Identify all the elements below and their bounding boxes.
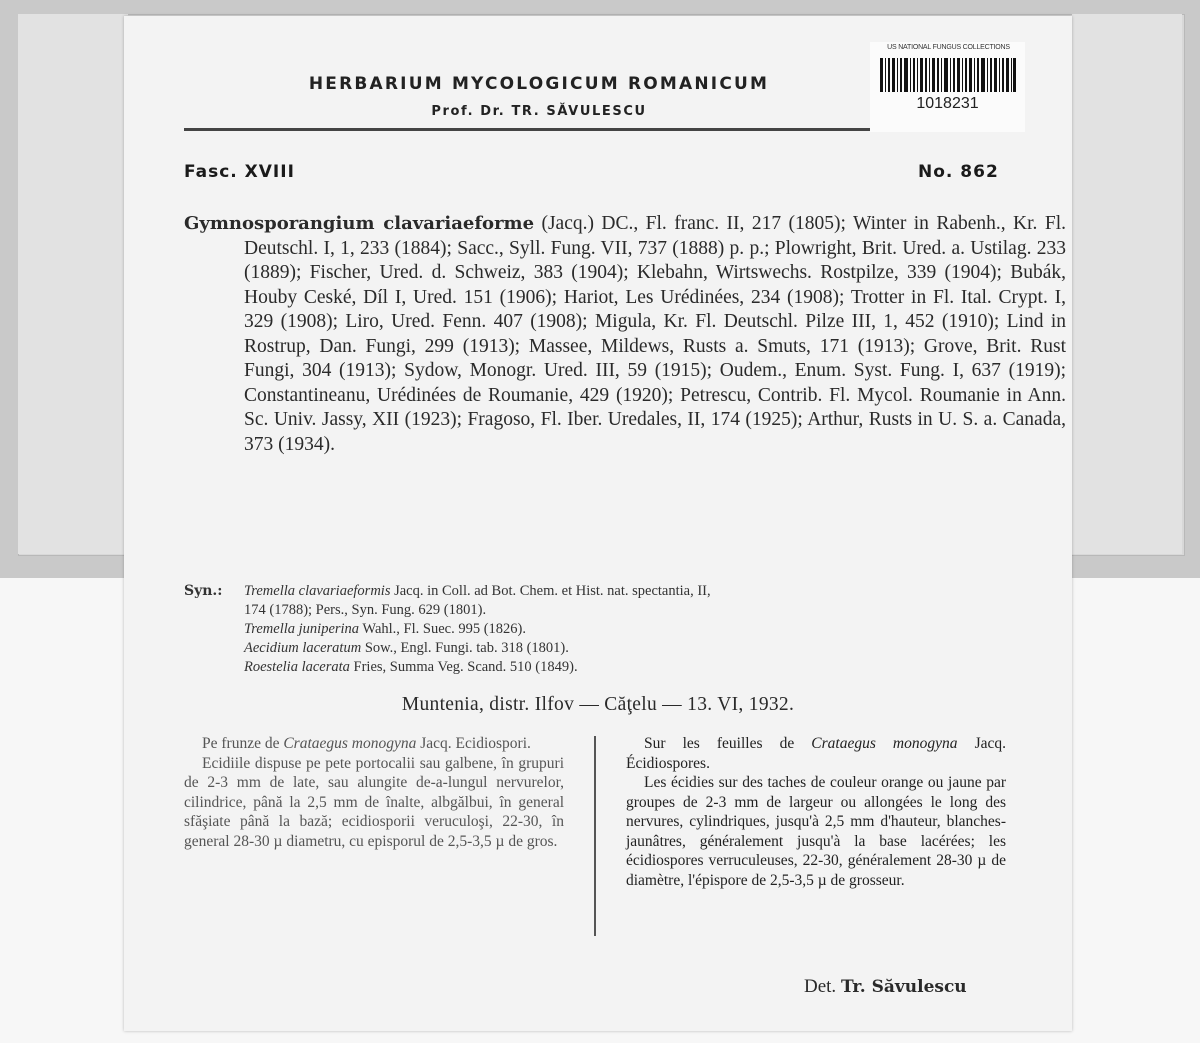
- barcode-icon: [880, 58, 1016, 92]
- species-name: Gymnosporangium clavariaeforme: [184, 213, 535, 234]
- barcode-institution: US NATIONAL FUNGUS COLLECTIONS: [887, 44, 1010, 51]
- herbarium-title: HERBARIUM MYCOLOGICUM ROMANICUM: [308, 74, 770, 94]
- envelope-flap-left: [18, 14, 128, 554]
- fascicle-number: Fasc. XVIII: [184, 162, 295, 182]
- french-host: Sur les feuilles de Crataegus monogyna Jacq. Écidiospores.: [626, 735, 1006, 772]
- synonyms-list: [244, 582, 1006, 677]
- french-body: Les écidies sur des taches de couleur orange ou jaune par groupes de 2-3 mm de largeur ou allongées le long des nervures, cylindriques, jusqu'à 2,5 mm d'hauteur, blanches-jaunâtres, généralement jusqu'à la base lacérées; les écidiospores verruculeuses, 22-30, généralement 28-30 µ de diamètre, l'épispore de 2,5-3,5 µ de grosseur.: [626, 774, 1006, 889]
- barcode-sticker: [870, 42, 1025, 132]
- determiner: Det. Tr. Săvulescu: [804, 976, 967, 997]
- species-citation: (Jacq.) DC., Fl. franc. II, 217 (1805); Winter in Rabenh., Kr. Fl. Deutschl. I, 1, 233 (1884); Sacc., Syll. Fung. VII, 737 (1888) p. p.; Plowright, Brit. Ured. a. Ustilag. 233 (1889); Fischer, Ured. d. Schweiz, 383 (1904); Klebahn, Wirtswechs. Rostpilze, 339 (1904); Bubák, Houby Ceské, Díl I, Ured. 151 (1906); Hariot, Les Urédinées, 234 (1908); Trotter in Fl. Ital. Crypt. I, 329 (1908); Liro, Ured. Fenn. 407 (1908); Migula, Kr. Fl. Deutschl. Pilze III, 1, 452 (1910); Lind in Rostrup, Dan. Fungi, 299 (1913); Massee, Mildews, Rusts a. Smuts, 171 (1913); Grove, Brit. Rust Fungi, 304 (1913); Sydow, Monogr. Ured. III, 59 (1915); Oudem., Enum. Syst. Fung. I, 637 (1919); Constantineanu, Urédinées de Roumanie, 429 (1920); Petrescu, Contrib. Fl. Mycol. Roumanie in Ann. Sc. Univ. Jassy, XII (1923); Fragoso, Fl. Iber. Uredales, II, 174 (1925); Arthur, Rusts in U. S. a. Canada, 373 (1934).: [244, 213, 1066, 455]
- collection-locality: Muntenia, distr. Ilfov — Căţelu — 13. VI, 1932.: [401, 694, 795, 715]
- synonym-line: Roestelia lacerata Fries, Summa Veg. Scand. 510 (1849).: [244, 659, 578, 675]
- romanian-host: Pe frunze de Crataegus monogyna Jacq. Ecidiospori.: [202, 735, 531, 752]
- synonym-line: Tremella clavariaeformis Jacq. in Coll. ad Bot. Chem. et Hist. nat. spectantia, II,: [244, 583, 711, 599]
- french-description: [626, 734, 1006, 890]
- romanian-body: Ecidiile dispuse pe pete portocalii sau galbene, în grupuri de 2-3 mm de late, sau alungite de-a-lungul nervurelor, cilindrice, până la 2,5 mm de înalte, albgălbui, în general sfăşiate până la bază; ecidiosporii veruculoşi, 22-30, în general 28-30 µ diametru, cu episporul de 2,5-3,5 µ de gros.: [184, 754, 564, 850]
- herbarium-label: [124, 16, 1072, 1031]
- envelope-flap-right: [1072, 14, 1182, 554]
- species-citation-block: [184, 212, 1066, 457]
- synonym-line: Aecidium laceratum Sow., Engl. Fungi. tab. 318 (1801).: [244, 640, 569, 656]
- column-divider: [594, 736, 596, 936]
- synonym-line: Tremella juniperina Wahl., Fl. Suec. 995 (1826).: [244, 621, 526, 637]
- romanian-description: [184, 734, 564, 851]
- barcode-number: 1018231: [916, 95, 979, 112]
- specimen-number: No. 862: [918, 162, 999, 182]
- synonym-line: 174 (1788); Pers., Syn. Fung. 629 (1801).: [244, 602, 487, 618]
- synonyms-label: Syn.:: [184, 583, 223, 599]
- herbarium-subtitle: Prof. Dr. TR. SĂVULESCU: [431, 104, 647, 119]
